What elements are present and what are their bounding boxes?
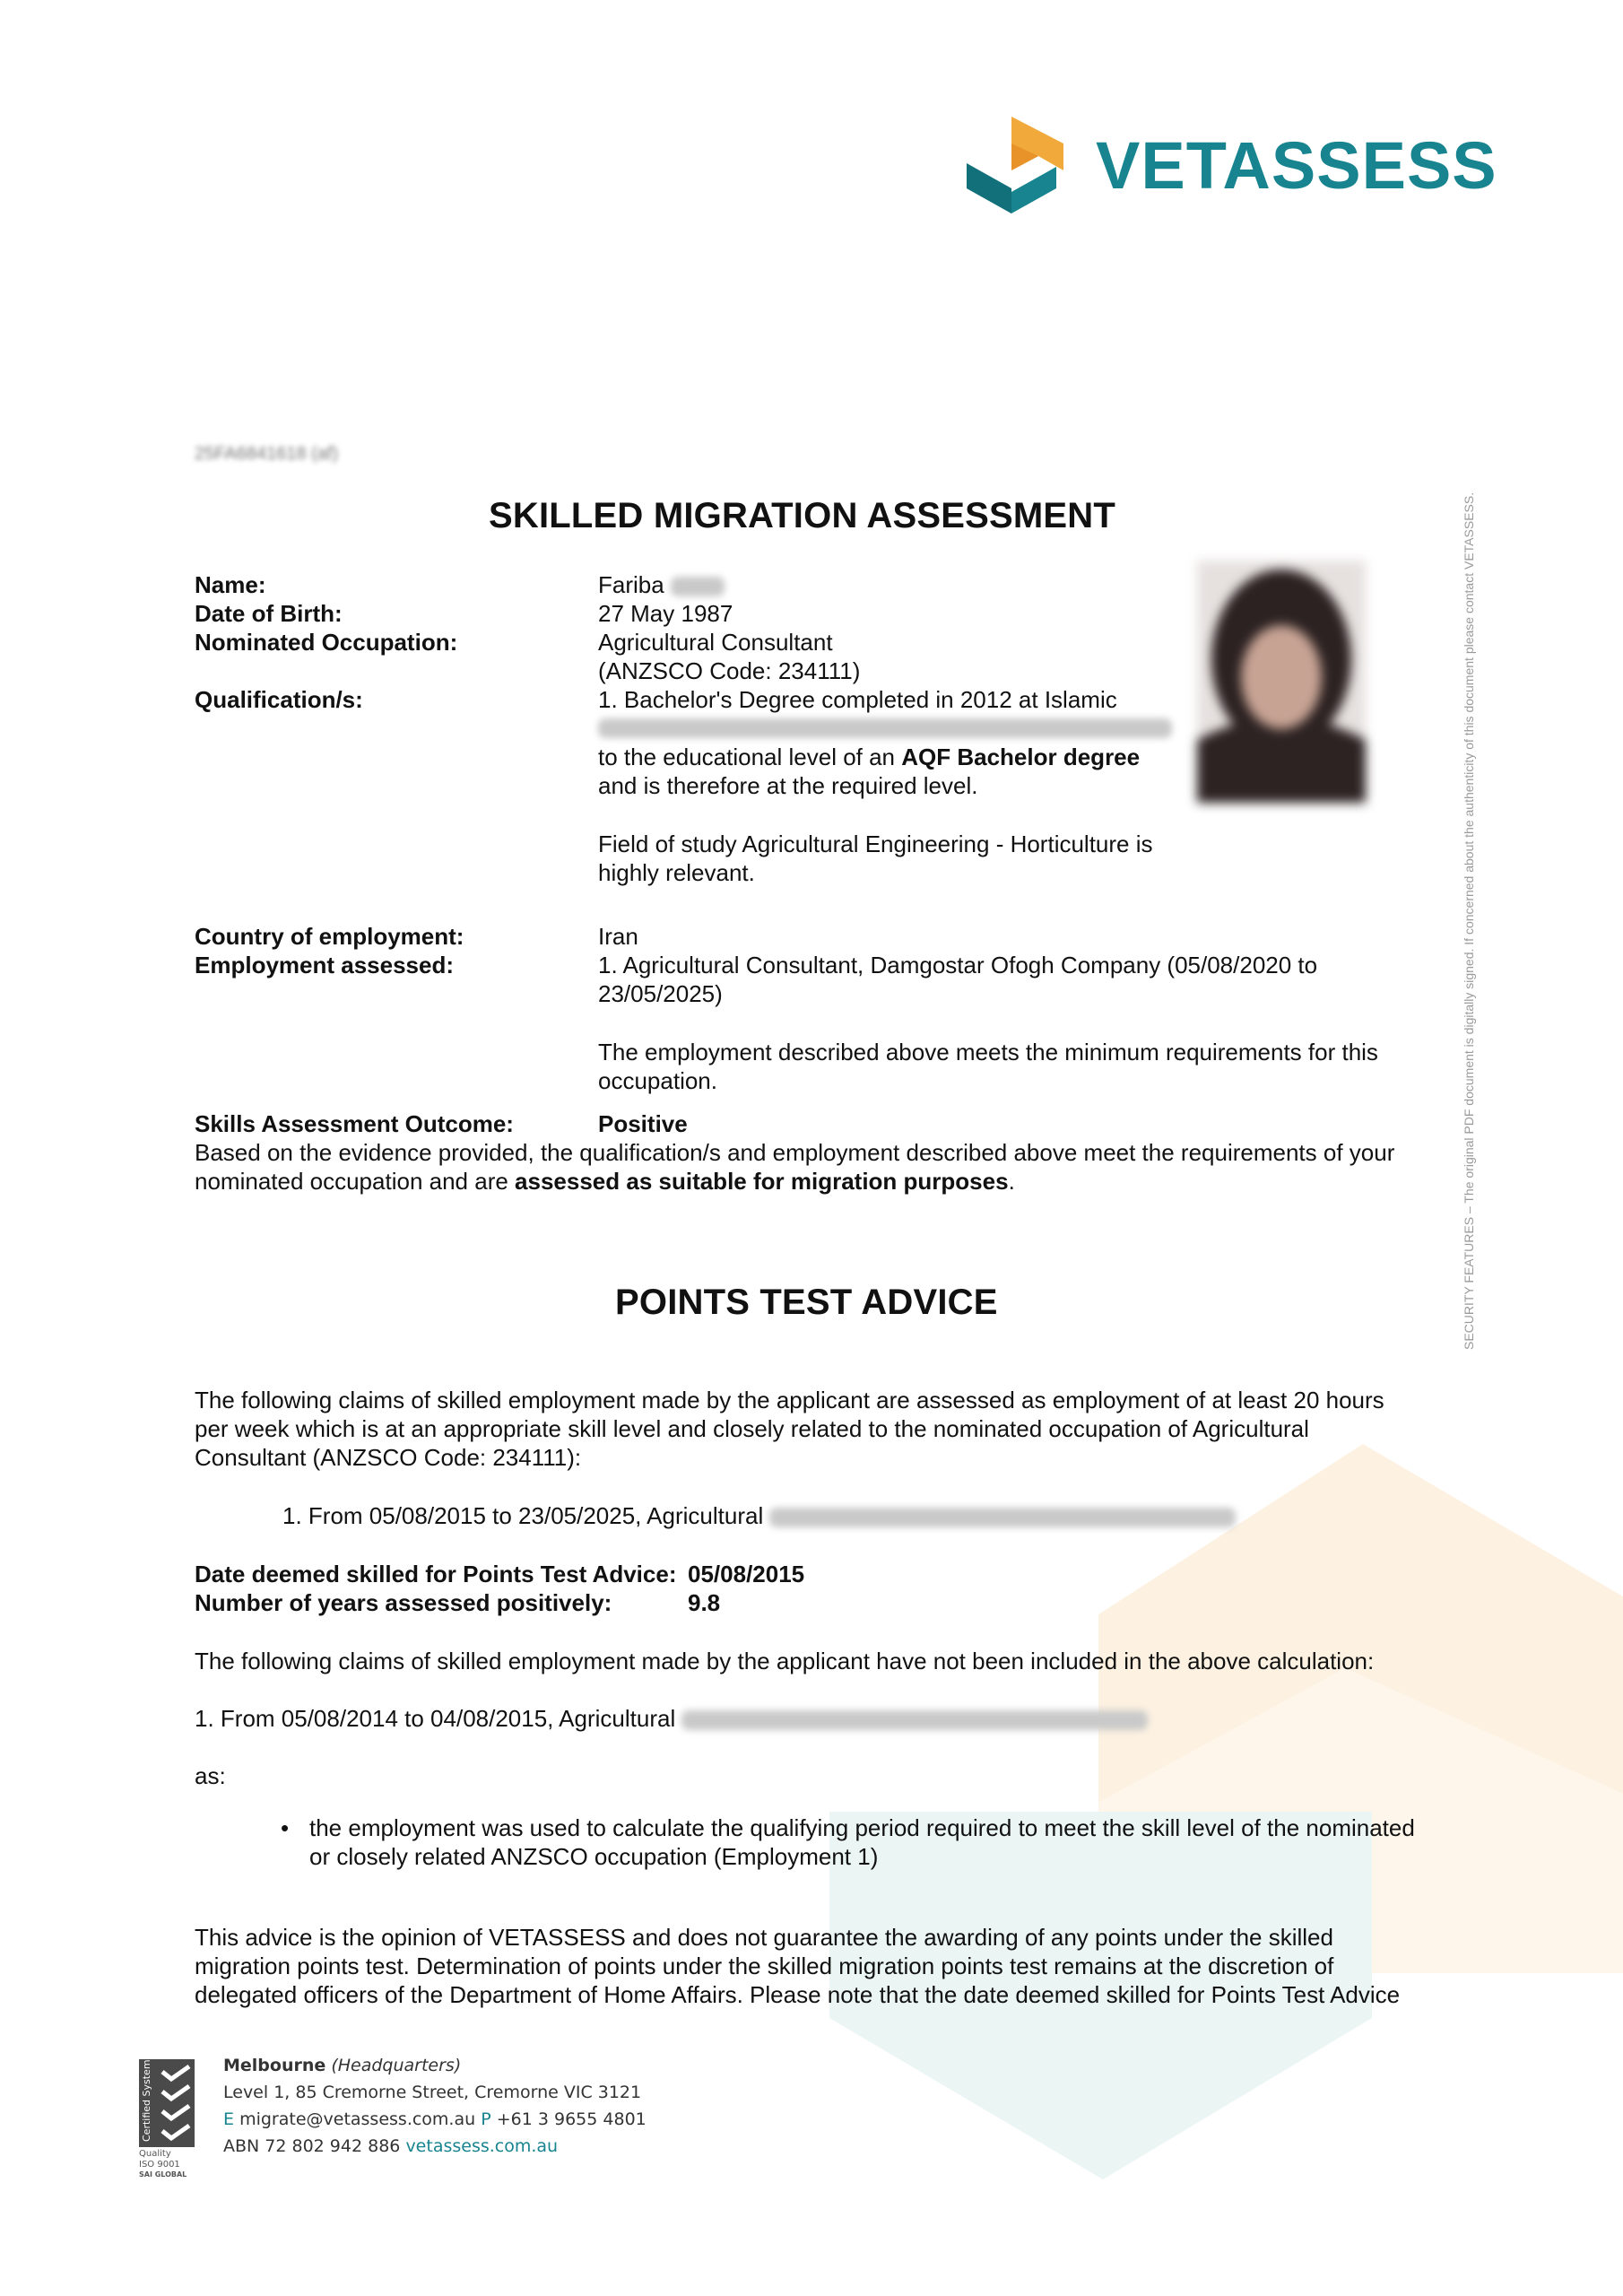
- employment-line-2: 23/05/2025): [598, 980, 723, 1007]
- applicant-photo: [1197, 561, 1366, 803]
- footer-contact: E migrate@vetassess.com.au P +61 3 9655 4801: [223, 2109, 647, 2129]
- qualification-line-3: to the educational level of an AQF Bachelor degree: [598, 744, 1141, 770]
- claim-1: 1. From 05/08/2015 to 23/05/2025, Agricultural: [282, 1501, 1236, 1530]
- bullet-item-1-cont: or closely related ANZSCO occupation (Employment 1): [309, 1843, 879, 1870]
- employment-line-1: 1. Agricultural Consultant, Damgostar Ofogh Company (05/08/2020 to: [598, 952, 1318, 978]
- employment-meets-2: occupation.: [598, 1067, 717, 1094]
- years-assessed-label: Number of years assessed positively:: [195, 1589, 612, 1616]
- footer-website-link[interactable]: vetassess.com.au: [405, 2136, 559, 2156]
- occupation-value: Agricultural Consultant: [598, 629, 833, 656]
- employment-meets-1: The employment described above meets the minimum requirements for this: [598, 1039, 1378, 1065]
- as-text: as:: [195, 1762, 226, 1789]
- page-title: SKILLED MIGRATION ASSESSMENT: [489, 496, 1115, 535]
- country-label: Country of employment:: [195, 923, 464, 950]
- claim-2: 1. From 05/08/2014 to 04/08/2015, Agricultural: [195, 1704, 1148, 1733]
- dob-value: 27 May 1987: [598, 600, 733, 627]
- deemed-skilled-label: Date deemed skilled for Points Test Advice:: [195, 1561, 677, 1587]
- outcome-value: Positive: [598, 1110, 688, 1137]
- qualification-line-4: and is therefore at the required level.: [598, 772, 978, 799]
- employment-label: Employment assessed:: [195, 952, 455, 978]
- bullet-item-1: • the employment was used to calculate the qualifying period required to meet the skill level of the nominated: [309, 1813, 1415, 1842]
- advice-line-3: delegated officers of the Department of Home Affairs. Please note that the date deemed skilled for Points Test Advice: [195, 1981, 1401, 2008]
- points-intro-2: per week which is at an appropriate skill level and closely related to the nominated occupation of Agricultural: [195, 1415, 1309, 1442]
- footer-office: Melbourne (Headquarters): [223, 2056, 462, 2075]
- dob-label: Date of Birth:: [195, 600, 343, 627]
- qualification-line-1: 1. Bachelor's Degree completed in 2012 at Islamic: [598, 686, 1117, 713]
- occupation-code: (ANZSCO Code: 234111): [598, 657, 861, 684]
- reference-number: 25FA6841618 (af): [195, 444, 339, 464]
- qualification-redacted: [598, 718, 1172, 738]
- outcome-line-2: nominated occupation and are assessed as suitable for migration purposes.: [195, 1168, 1015, 1195]
- country-value: Iran: [598, 923, 638, 950]
- certified-system-badge: Certified System Quality ISO 9001 SAI GLOBAL: [139, 2059, 195, 2180]
- outcome-label: Skills Assessment Outcome:: [195, 1110, 514, 1137]
- years-assessed-value: 9.8: [688, 1589, 721, 1616]
- advice-line-1: This advice is the opinion of VETASSESS and does not guarantee the awarding of any points under the skilled: [195, 1924, 1333, 1951]
- footer-email-link[interactable]: migrate@vetassess.com.au: [239, 2109, 476, 2129]
- advice-line-2: migration points test. Determination of points under the skilled migration points test remains at the discretion of: [195, 1952, 1334, 1979]
- outcome-line-1: Based on the evidence provided, the qualification/s and employment described above meet the requirements of your: [195, 1139, 1395, 1166]
- qualification-label: Qualification/s:: [195, 686, 363, 713]
- vetassess-logo-text: VETASSESS: [1096, 128, 1497, 203]
- field-of-study-line-2: highly relevant.: [598, 859, 755, 886]
- security-features-text: SECURITY FEATURES – The original PDF document is digitally signed. If concerned about the authenticity of this document please contact VETASSESS.: [1462, 491, 1476, 1350]
- footer-phone: +61 3 9655 4801: [496, 2109, 647, 2129]
- footer-address: Level 1, 85 Cremorne Street, Cremorne VIC 3121: [223, 2083, 642, 2102]
- points-intro-1: The following claims of skilled employment made by the applicant are assessed as employment of at least 20 hours: [195, 1387, 1384, 1413]
- footer-abn: ABN 72 802 942 886 vetassess.com.au: [223, 2136, 559, 2156]
- vetassess-logo-icon: [967, 117, 1079, 215]
- points-intro-3: Consultant (ANZSCO Code: 234111):: [195, 1444, 582, 1471]
- field-of-study-line-1: Field of study Agricultural Engineering - Horticulture is: [598, 831, 1153, 857]
- occupation-label: Nominated Occupation:: [195, 629, 458, 656]
- deemed-skilled-value: 05/08/2015: [688, 1561, 805, 1587]
- name-value: Fariba: [598, 570, 725, 599]
- not-included-text: The following claims of skilled employment made by the applicant have not been included in the above calculation:: [195, 1648, 1375, 1674]
- name-label: Name:: [195, 571, 266, 598]
- points-test-title: POINTS TEST ADVICE: [615, 1283, 998, 1322]
